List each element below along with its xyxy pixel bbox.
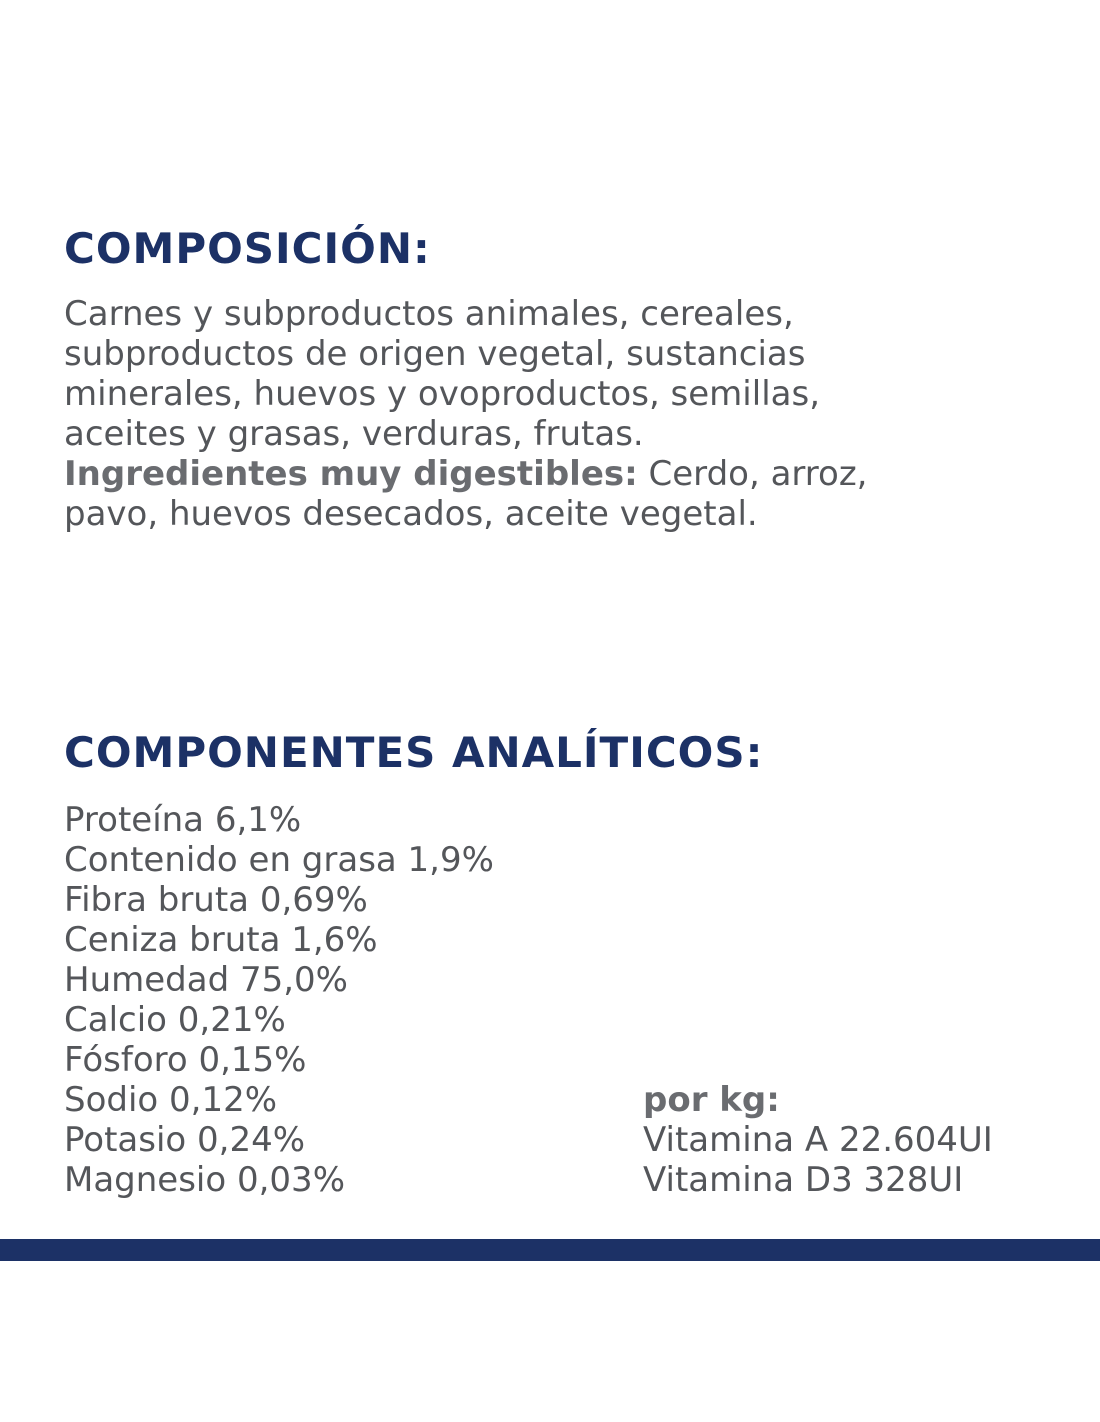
composicion-line: subproductos de origen vegetal, sustancias bbox=[64, 334, 806, 374]
digestible-text: Cerdo, arroz, bbox=[637, 454, 868, 494]
list-item: Potasio 0,24% bbox=[64, 1120, 306, 1160]
footer-divider-bar bbox=[0, 1239, 1100, 1261]
list-item: Vitamina A 22.604UI bbox=[643, 1120, 993, 1160]
digestible-label: Ingredientes muy digestibles: bbox=[64, 454, 638, 494]
list-item: Fibra bruta 0,69% bbox=[64, 880, 368, 920]
list-item: Magnesio 0,03% bbox=[64, 1160, 345, 1200]
per-kg-list bbox=[643, 1080, 993, 1200]
list-item: Humedad 75,0% bbox=[64, 960, 348, 1000]
digestible-text-continued: pavo, huevos desecados, aceite vegetal. bbox=[64, 494, 758, 534]
per-kg-label: por kg: bbox=[643, 1080, 780, 1120]
composicion-line: aceites y grasas, verduras, frutas. bbox=[64, 414, 644, 454]
digestible-line bbox=[64, 454, 1064, 494]
list-item: Fósforo 0,15% bbox=[64, 1040, 307, 1080]
list-item: Sodio 0,12% bbox=[64, 1080, 278, 1120]
composicion-text bbox=[64, 294, 1064, 534]
composicion-heading: COMPOSICIÓN: bbox=[64, 224, 431, 273]
list-item: Proteína 6,1% bbox=[64, 800, 302, 840]
composicion-line: minerales, huevos y ovoproductos, semillas, bbox=[64, 374, 821, 414]
list-item: Contenido en grasa 1,9% bbox=[64, 840, 494, 880]
analytic-components-list bbox=[64, 800, 494, 1200]
componentes-heading: COMPONENTES ANALÍTICOS: bbox=[64, 728, 764, 777]
composicion-line: Carnes y subproductos animales, cereales, bbox=[64, 294, 794, 334]
list-item: Vitamina D3 328UI bbox=[643, 1160, 964, 1200]
list-item: Ceniza bruta 1,6% bbox=[64, 920, 378, 960]
list-item: Calcio 0,21% bbox=[64, 1000, 286, 1040]
